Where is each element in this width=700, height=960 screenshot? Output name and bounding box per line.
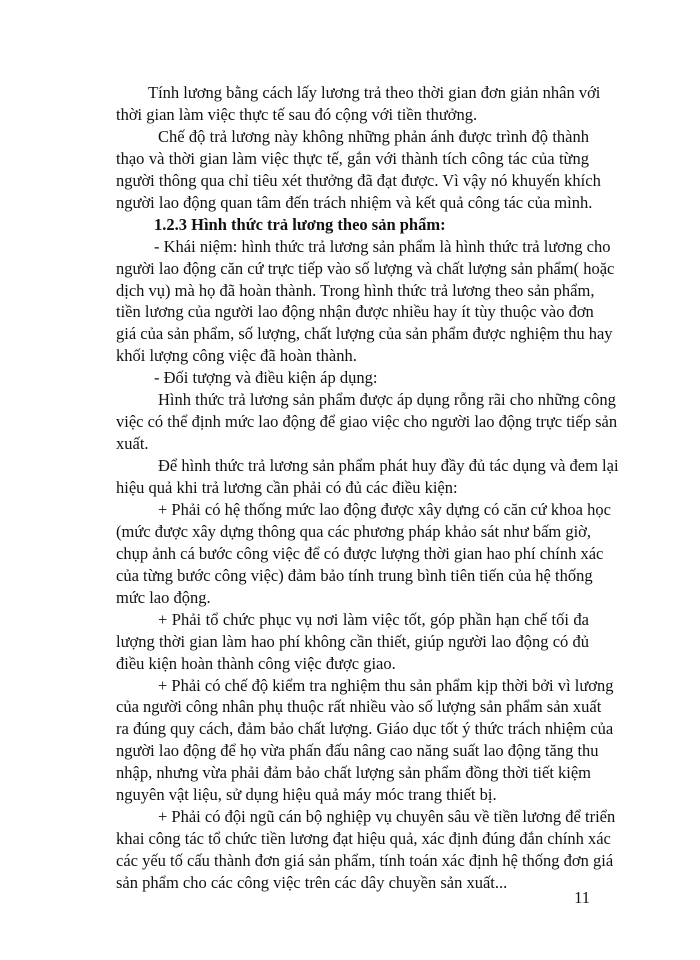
text-line: việc có thể định mức lao động để giao việc cho người lao động trực tiếp sản <box>116 412 618 431</box>
text-line: nhập, nhưng vừa phải đảm bảo chất lượng sản phẩm đồng thời tiết kiệm <box>116 763 592 782</box>
text-line: hiệu quả khi trả lương cần phải có đủ các điều kiện: <box>116 478 458 497</box>
text-line: nguyên vật liệu, sử dụng hiệu quả máy móc trang thiết bị. <box>116 785 497 804</box>
text-line: ra đúng quy cách, đảm bảo chất lượng. Giáo dục tốt ý thức trách nhiệm của <box>116 719 614 738</box>
text-line: Hình thức trả lương sản phẩm được áp dụng rỗng rãi cho những công <box>158 390 616 409</box>
text-line: Chế độ trả lương này không những phản ánh được trình độ thành <box>158 127 589 146</box>
text-line: + Phải có chế độ kiểm tra nghiệm thu sản phẩm kịp thời bởi vì lương <box>158 676 614 695</box>
text-line: của từng bước công việc) đảm bảo tính trung bình tiên tiến của hệ thống <box>116 566 593 585</box>
text-line: dịch vụ) mà họ đã hoàn thành. Trong hình thức trả lương theo sản phẩm, <box>116 281 595 300</box>
text-line: các yếu tố cấu thành đơn giá sản phẩm, tính toán xác định hệ thống đơn giá <box>116 851 614 870</box>
text-line: Tính lương bằng cách lấy lương trả theo thời gian đơn giản nhân với <box>148 83 601 102</box>
text-line: chụp ảnh cá bước công việc để có được lượng thời gian hao phí chính xác <box>116 544 604 563</box>
text-line: giá của sản phẩm, số lượng, chất lượng của sản phẩm được nghiệm thu hay <box>116 324 613 343</box>
text-line: người lao động quan tâm đến trách nhiệm và kết quả công tác của mình. <box>116 193 593 212</box>
section-heading: 1.2.3 Hình thức trả lương theo sản phẩm: <box>154 215 446 234</box>
page-number: 11 <box>574 888 590 907</box>
text-line: (mức được xây dựng thông qua các phương pháp khảo sát như bấm giờ, <box>116 522 592 541</box>
text-line: khai công tác tổ chức tiền lương đạt hiệu quả, xác định đúng đắn chính xác <box>116 829 611 848</box>
text-line: người lao động căn cứ trực tiếp vào số lượng và chất lượng sản phẩm( hoặc <box>116 259 615 278</box>
text-line: Để hình thức trả lương sản phẩm phát huy đầy đủ tác dụng và đem lại <box>158 456 619 475</box>
text-line: + Phải có hệ thống mức lao động được xây dựng có căn cứ khoa học <box>158 500 611 519</box>
text-line: người lao động để họ vừa phấn đấu nâng cao năng suất lao động tăng thu <box>116 741 599 760</box>
text-line: xuất. <box>116 434 149 453</box>
text-line: - Khái niệm: hình thức trả lương sản phẩm là hình thức trả lương cho <box>154 237 611 256</box>
text-line: mức lao động. <box>116 588 211 607</box>
text-line: khối lượng công việc đã hoàn thành. <box>116 346 357 365</box>
text-line: lượng thời gian làm hao phí không cần thiết, giúp người lao động có đủ <box>116 632 589 651</box>
text-line: sản phẩm cho các công việc trên các dây chuyền sản xuất... <box>116 873 508 892</box>
text-line: + Phải tổ chức phục vụ nơi làm việc tốt, góp phần hạn chế tối đa <box>158 610 589 629</box>
text-line: thạo và thời gian làm việc thực tế, gắn với thành tích công tác của từng <box>116 149 589 168</box>
text-line: tiền lương của người lao động nhận được nhiều hay ít tùy thuộc vào đơn <box>116 302 594 321</box>
text-line: người thông qua chỉ tiêu xét thưởng đã đạt được. Vì vậy nó khuyến khích <box>116 171 601 190</box>
text-line: + Phải có đội ngũ cán bộ nghiệp vụ chuyên sâu về tiền lương để triển <box>158 807 616 826</box>
text-line: - Đối tượng và điều kiện áp dụng: <box>154 368 378 387</box>
text-line: thời gian làm việc thực tế sau đó cộng với tiền thưởng. <box>116 105 478 124</box>
text-line: điều kiện hoàn thành công việc được giao. <box>116 654 396 673</box>
text-line: của người công nhân phụ thuộc rất nhiều vào số lượng sản phẩm sản xuất <box>116 697 602 716</box>
